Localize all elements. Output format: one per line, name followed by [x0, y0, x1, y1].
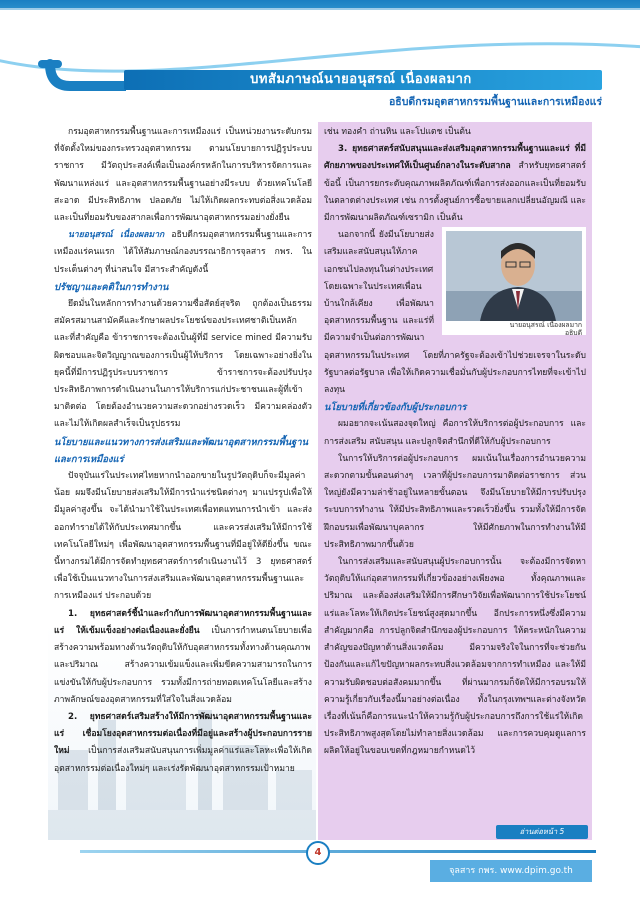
philosophy-paragraph: ยึดมั่นในหลักการทำงานด้วยความซื่อสัตย์สุจริต ถูกต้องเป็นธรรม สมัครสมานสามัคคีและรักษาผลประโยชน์ของประเทศชาติเป็นหลัก และที่สำคัญคือ ข้าราชการจะต้องเป็นผู้ที่มี service mined มีความรับผิดชอบและจิตวิญญาณของการเป็นผู้ให้บริการ โดยเฉพาะอย่างยิ่งในยุคนี้ที่มีการปฏิรูประบบราชการ ข้าราชการจะต้องปรับปรุงประสิทธิภาพการดำเนินงานในการให้บริการแก่ประชาชนและผู้ที่เข้ามาติดต่อ โดยต้องอำนวยความสะดวกอย่างรวดเร็ว มีความคล่องตัว และไม่ให้เกิดผลสำเร็จเป็นรูปธรรม — [54, 299, 312, 430]
director-photo-frame — [442, 227, 586, 338]
strategy-1: 1. ยุทธศาสตร์ชี้นำและกำกับการพัฒนาอุตสาหกรรมพื้นฐานและแร่ ให้เข้มแข็งอย่างต่อเนื่องและยั่งยืน เป็นการกำหนดนโยบายเพื่อสร้างความพร้อมทางด้านวัตถุดิบให้กับอุตสาหกรรมทั้งทางด้านคุณภาพและปริมาณ สร้างความเข้มแข็งและเพิ่มขีดความสามารถในการแข่งขันให้กับผู้ประกอบการ รวมทั้งมีการถ่ายทอดเทคโนโลยีและสร้างภาพลักษณ์ของอุตสาหกรรมที่ใส่ใจในสิ่งแวดล้อม — [54, 608, 312, 705]
strategy-2: 2. ยุทธศาสตร์เสริมสร้างให้มีการพัฒนาอุตสาหกรรมพื้นฐานและแร่ เชื่อมโยงอุตสาหกรรมต่อเนื่องที่มีอยู่และสร้างผู้ประกอบการรายใหม่ เป็นการส่งเสริมสนับสนุนการเพิ่มมูลค่าแร่และโลหะเพื่อให้เกิดอุตสาหกรรมต่อเนื่องใหม่ๆ และเร่งรัดพัฒนาอุตสาหกรรมเป้าหมาย — [54, 711, 312, 774]
article-subtitle: อธิบดีกรมอุตสาหกรรมพื้นฐานและการเหมืองแร่ — [389, 96, 602, 108]
entrepreneur-focus-paragraph: ผมอยากจะเน้นสองจุดใหญ่ คือการให้บริการต่อผู้ประกอบการ และการส่งเสริม สนับสนุน และปลูกจิตสำนึกที่ดีให้กับผู้ประกอบการ — [324, 419, 586, 447]
strategy-2-continued: เช่น ทองคำ ถ่านหิน และโปแตช เป็นต้น — [324, 127, 471, 137]
heading-policy: นโยบายและแนวทางการส่งเสริมและพัฒนาอุตสาหกรรมพื้นฐานและการเหมืองแร่ — [54, 436, 309, 465]
header-hook-icon — [36, 56, 126, 106]
footer-rule — [80, 850, 596, 853]
intro-paragraph: กรมอุตสาหกรรมพื้นฐานและการเหมืองแร่ เป็นหน่วยงานระดับกรมที่จัดตั้งใหม่ของกระทรวงอุตสาหกรรม ตามนโยบายการปฏิรูประบบราชการ มีวัตถุประสงค์เพื่อเป็นองค์กรหลักในการบริหารจัดการและพัฒนาแหล่งแร่ และอุตสาหกรรมพื้นฐานอย่างมีระบบ ด้วยเทคโนโลยีสะอาด มีประสิทธิภาพ ปลอดภัย ไม่ให้เกิดผลกระทบต่อสิ่งแวดล้อม และเป็นที่ยอมรับของสากลเพื่อการพัฒนาอุตสาหกรรมอย่างยั่งยืน — [54, 127, 312, 224]
page-number: 4 — [306, 841, 330, 865]
left-column — [48, 122, 316, 840]
article-header — [36, 56, 602, 116]
heading-entrepreneurs: นโยบายที่เกี่ยวข้องกับผู้ประกอบการ — [324, 402, 467, 414]
service-paragraph: ในการให้บริการต่อผู้ประกอบการ ผมเน้นในเรื่องการอำนวยความสะดวกตามขั้นตอนต่างๆ เวลาที่ผู้ประกอบการมาติดต่อราชการ ส่วนใหญ่ยังมีความล่าช้าอยู่ในหลายขั้นตอน จึงมีนโยบายให้มีการปรับปรุงระบบการทำงาน ให้มีประสิทธิภาพและรวดเร็วยิ่งขึ้น รวมทั้งให้มีการจัดฝึกอบรมเพื่อพัฒนาบุคลากร ให้มีศักยภาพในการทำงานให้มีประสิทธิภาพมากขึ้นด้วย — [324, 453, 586, 550]
article-title: บทสัมภาษณ์นายอนุสรณ์ เนื่องผลมาก — [250, 72, 472, 87]
publication-footer: จุลสาร กพร. www.dpim.go.th — [430, 860, 592, 882]
policy-paragraph: ปัจจุบันแร่ในประเทศไทยหากนำออกขายในรูปวัตถุดิบก็จะมีมูลค่าน้อย ผมจึงมีนโยบายส่งเสริมให้มีการนำแร่ชนิดต่างๆ มาแปรรูปเพื่อให้มีมูลค่าสูงขึ้น จะได้นำมาใช้ในประเทศเพื่อทดแทนการนำเข้า และส่งออกทำรายได้ให้กับประเทศมากขึ้น และควรส่งเสริมให้มีการใช้เทคโนโลยีใหม่ๆ เพื่อพัฒนาอุตสาหกรรมพื้นฐานที่มีอยู่ให้ดียิ่งขึ้น ขณะนี้ทางกรมได้มีการจัดทำยุทธศาสตร์การดำเนินงานไว้ 3 ยุทธศาสตร์เพื่อใช้เป็นแนวทางในการส่งเสริมและพัฒนาอุตสาหกรรมพื้นฐานและการเหมืองแร่ ประกอบด้วย — [54, 471, 312, 602]
strategy-3: 3. ยุทธศาสตร์สนับสนุนและส่งเสริมอุตสาหกรรมพื้นฐานและแร่ ที่มีศักยภาพของประเทศให้เป็นศูนย์กลางในระดับสากล สำหรับยุทธศาสตร์ข้อนี้ เป็นการยกระดับคุณภาพผลิตภัณฑ์เพื่อการส่งออกและเป็นที่ยอมรับในตลาดต่างประเทศ เช่น การตั้งศูนย์การซื้อขายแลกเปลี่ยนอัญมณี และมีการพัฒนาผลิตภัณฑ์เซรามิก เป็นต้น — [324, 144, 586, 224]
interview-intro: นายอนุสรณ์ เนื่องผลมาก อธิบดีกรมอุตสาหกรรมพื้นฐานและการเหมืองแร่คนแรก ได้ให้สัมภาษณ์กองบรรณาธิการจุลสาร กพร. ในประเด็นต่างๆ ที่น่าสนใจ มีสาระสำคัญดังนี้ — [54, 230, 312, 275]
support-paragraph: ในการส่งเสริมและสนับสนุนผู้ประกอบการนั้น จะต้องมีการจัดหาวัตถุดิบให้แก่อุตสาหกรรมที่เกี่ยวข้องอย่างเพียงพอ ทั้งคุณภาพและปริมาณ และต้องส่งเสริมให้มีการศึกษาวิจัยเพื่อพัฒนาการใช้ประโยชน์แร่และโลหะให้เกิดประโยชน์สูงสุดมากขึ้น อีกประการหนึ่งซึ่งมีความสำคัญมากคือ การปลูกจิตสำนึกของผู้ประกอบการ ให้ตระหนักในความสำคัญของปัญหาด้านสิ่งแวดล้อม มีความจริงใจในการที่จะช่วยกันป้องกันและแก้ไขปัญหาผลกระทบสิ่งแวดล้อมจากการทำเหมือง และให้มีความรับผิดชอบต่อสังคมมากขึ้น ที่ผ่านมากรมก็จัดให้มีการอบรมให้ความรู้เกี่ยวกับเรื่องนี้มาอย่างต่อเนื่อง ทั้งในกรุงเทพฯและต่างจังหวัด เรื่องที่เน้นก็คือการแนะนำให้ความรู้กับผู้ประกอบการถึงการใช้แร่ให้เกิดประสิทธิภาพสูงสุดโดยไม่ทำลายสิ่งแวดล้อม และการควบคุมดูแลการผลิตให้อยู่ในขอบเขตที่กฎหมายกำหนดไว้ — [324, 557, 586, 757]
continue-reading-link[interactable]: อ่านต่อหน้า 5 — [496, 825, 588, 839]
heading-philosophy: ปรัชญาและคติในการทำงาน — [54, 281, 169, 293]
director-photo — [446, 231, 582, 321]
director-name: นายอนุสรณ์ เนื่องผลมาก — [68, 230, 165, 241]
right-column — [318, 122, 592, 840]
photo-caption: นายอนุสรณ์ เนื่องผลมาก อธิบดี — [509, 321, 582, 338]
outward-investment-paragraph: นอกจากนี้ ยังมีนโยบายส่งเสริมและสนับสนุนให้ภาคเอกชนไปลงทุนในต่างประเทศ โดยเฉพาะในประเทศเพื่อนบ้านใกล้เคียง เพื่อพัฒนาอุตสาหกรรมพื้นฐาน และแร่ที่มีความจำเป็นต่อการพัฒนาอุตสาหกรรมในประเทศ โดยที่ภาครัฐจะต้องเข้าไปช่วยเจรจาในระดับรัฐบาลต่อรัฐบาล เพื่อให้เกิดความเชื่อมั่นกับผู้ประกอบการไทยที่จะเข้าไปลงทุน — [324, 230, 586, 396]
